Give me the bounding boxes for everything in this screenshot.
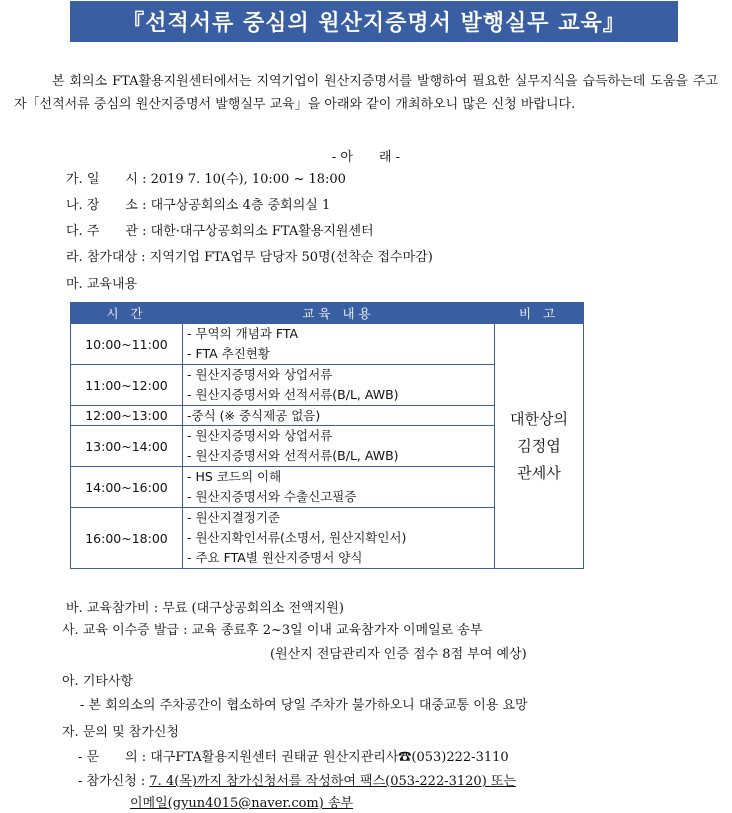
content-line: - 원산지증명서와 수출신고필증 — [187, 489, 357, 504]
content-line: - FTA 추진현황 — [187, 346, 270, 361]
content-line: - 무역의 개념과 FTA — [187, 326, 299, 341]
content-line: -중식 (※ 중식제공 없음) — [187, 408, 321, 423]
apply-text-2: 이메일(gyun4015@naver.com) 송부 — [130, 796, 354, 811]
header-content: 교육 내용 — [183, 303, 495, 324]
item-etc-line: - 본 회의소의 주차공간이 협소하여 당일 주차가 불가하오니 대중교통 이용 요망 — [80, 698, 528, 713]
item-fee: 바. 교육참가비 : 무료 (대구상공회의소 전액지원) — [66, 601, 344, 616]
row-content — [183, 406, 495, 426]
item-place: 나. 장 소 : 대구상공회의소 4층 중회의실 1 — [66, 198, 331, 213]
table-header-row — [71, 303, 584, 324]
content-line: - 주요 FTA별 원산지증명서 양식 — [187, 550, 363, 565]
row-time: 11:00~12:00 — [71, 365, 183, 406]
row-content — [183, 426, 495, 467]
note-line: 관세사 — [517, 463, 561, 482]
item-contact-title: 자. 문의 및 참가신청 — [62, 725, 179, 740]
section-label: - 아 래 - — [331, 150, 401, 165]
note-line: 김정엽 — [517, 436, 561, 455]
note-cell — [495, 324, 584, 569]
item-contact-line: - 문 의 : 대구FTA활용지원센터 권태균 원산지관리사☎(053)222-3110 — [78, 750, 509, 765]
row-time: 13:00~14:00 — [71, 426, 183, 467]
row-content — [183, 508, 495, 569]
row-time: 16:00~18:00 — [71, 508, 183, 569]
item-cert: 사. 교육 이수증 발급 : 교육 종료후 2~3일 이내 교육참가자 이메일로 송부 — [62, 623, 483, 638]
page-title: 『선적서류 중심의 원산지증명서 발행실무 교육』 — [70, 1, 678, 42]
table-row — [71, 324, 584, 365]
item-etc-title: 아. 기타사항 — [62, 674, 134, 689]
row-content — [183, 365, 495, 406]
item-target: 라. 참가대상 : 지역기업 FTA업무 담당자 50명(선착순 접수마감) — [66, 250, 433, 265]
content-line: - 원산지증명서와 선적서류(B/L, AWB) — [187, 387, 399, 402]
row-time: 14:00~16:00 — [71, 467, 183, 508]
row-time: 10:00~11:00 — [71, 324, 183, 365]
apply-text-1: 7. 4(목)까지 참가신청서를 작성하여 팩스(053-222-3120) 또는 — [149, 774, 517, 789]
item-content: 마. 교육내용 — [66, 277, 138, 292]
schedule-table — [70, 302, 584, 569]
item-apply — [78, 770, 516, 789]
note-line: 대한상의 — [510, 409, 568, 428]
content-line: - 원산지증명서와 상업서류 — [187, 367, 333, 382]
intro-paragraph: 본 회의소 FTA활용지원센터에서는 지역기업이 원산지증명서를 발행하여 필요한 실무지식을 습득하는데 도움을 주고자「선적서류 중심의 원산지증명서 발행실무 교육」을 아래와 같이 개최하오니 많은 신청 바랍니다. — [14, 74, 718, 112]
apply-label: - 참가신청 : — [78, 774, 150, 789]
header-note: 비 고 — [495, 303, 584, 324]
row-content — [183, 467, 495, 508]
content-line: - 원산지증명서와 선적서류(B/L, AWB) — [187, 448, 399, 463]
header-time: 시 간 — [71, 303, 183, 324]
row-content — [183, 324, 495, 365]
item-cert-note: (원산지 전담관리자 인증 점수 8점 부여 예상) — [270, 647, 527, 662]
content-line: - HS 코드의 이해 — [187, 469, 282, 484]
row-time: 12:00~13:00 — [71, 406, 183, 426]
item-date: 가. 일 시 : 2019 7. 10(수), 10:00 ~ 18:00 — [66, 172, 346, 187]
content-line: - 원산지결정기준 — [187, 510, 281, 525]
content-line: - 원산지확인서류(소명서, 원산지확인서) — [187, 530, 407, 545]
item-host: 다. 주 관 : 대한·대구상공회의소 FTA활용지원센터 — [66, 224, 374, 239]
content-line: - 원산지증명서와 상업서류 — [187, 428, 333, 443]
